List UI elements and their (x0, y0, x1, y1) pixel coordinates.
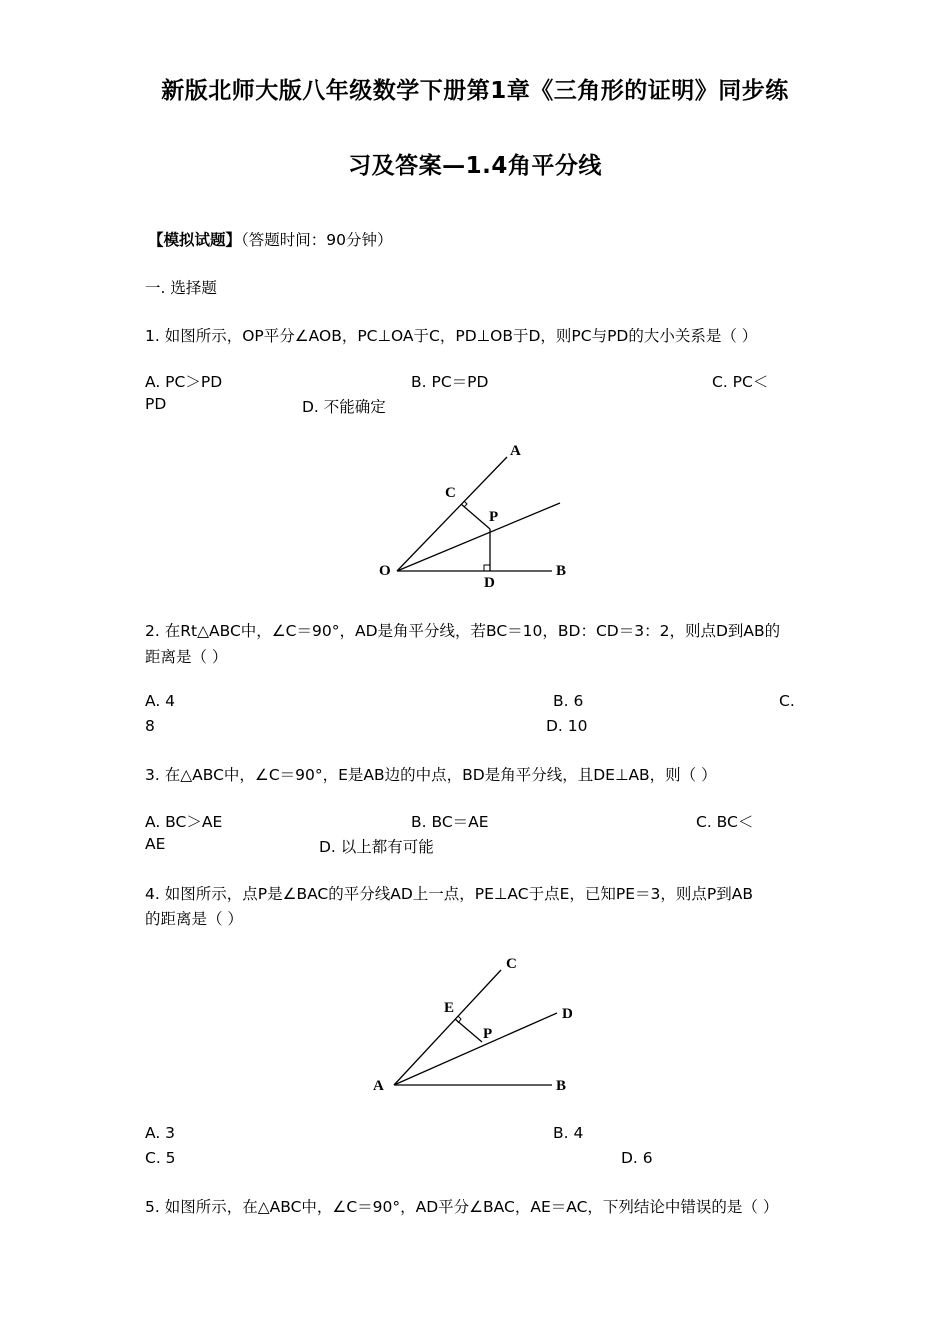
label-d: D (484, 575, 495, 591)
question-2-option-b: B. 6 (553, 692, 584, 710)
label-c: C (445, 485, 456, 501)
question-2-option-c: C. (779, 692, 795, 710)
label-p: P (489, 509, 499, 525)
right-angle-mark-d (484, 565, 490, 571)
label-b: B (556, 1078, 567, 1094)
question-2-text-line-2: 距离是（ ） (145, 648, 228, 666)
question-2-option-c-continued: 8 (145, 717, 155, 735)
question-1-text: 1. 如图所示，OP平分∠AOB，PC⊥OA于C，PD⊥OB于D，则PC与PD的大小关系是（ ） (145, 327, 758, 345)
question-1-option-c: C. PC＜ (712, 373, 769, 391)
question-5-text: 5. 如图所示，在△ABC中，∠C＝90°，AD平分∠BAC，AE＝AC，下列结论中错误的是（ ） (145, 1198, 779, 1216)
label-a: A (373, 1078, 384, 1094)
ray-op-bisector (397, 503, 560, 571)
question-4-text-line-1: 4. 如图所示，点P是∠BAC的平分线AD上一点，PE⊥AC于点E，已知PE＝3，则点P到AB (145, 885, 753, 903)
question-2-option-d: D. 10 (546, 717, 588, 735)
label-a: A (510, 443, 521, 459)
header-label: 【模拟试题】 (148, 231, 242, 249)
question-3-option-c: C. BC＜ (696, 813, 754, 831)
question-1-option-a: A. PC＞PD (145, 373, 223, 391)
document-title-line-1: 新版北师大版八年级数学下册第1章《三角形的证明》同步练 (161, 78, 789, 104)
label-o: O (379, 563, 391, 579)
question-4-option-a: A. 3 (145, 1124, 176, 1142)
segment-pc (461, 504, 490, 529)
segment-pe (455, 1019, 482, 1042)
label-e: E (444, 1000, 455, 1016)
question-4-option-c: C. 5 (145, 1149, 176, 1167)
label-d: D (562, 1006, 573, 1022)
right-angle-mark-e (458, 1016, 461, 1023)
section-heading: 一. 选择题 (145, 279, 217, 297)
document-title-line-2: 习及答案—1.4角平分线 (348, 153, 602, 179)
question-4-option-b: B. 4 (553, 1124, 584, 1142)
question-1-figure (370, 435, 590, 595)
question-3-option-c-continued: AE (145, 835, 166, 853)
question-3-option-b: B. BC＝AE (411, 813, 489, 831)
label-p: P (483, 1026, 493, 1042)
question-1-option-b: B. PC＝PD (411, 373, 489, 391)
question-2-text-line-1: 2. 在Rt△ABC中，∠C＝90°，AD是角平分线，若BC＝10，BD：CD＝3：2，则点D到AB的 (145, 622, 781, 640)
question-2-option-a: A. 4 (145, 692, 176, 710)
question-3-option-d: D. 以上都有可能 (319, 838, 434, 856)
header-time: （答题时间：90分钟） (241, 231, 393, 249)
test-header (148, 228, 393, 250)
question-4-figure (365, 948, 595, 1098)
question-3-text: 3. 在△ABC中，∠C＝90°，E是AB边的中点，BD是角平分线，且DE⊥AB，则（ ） (145, 766, 717, 784)
question-4-option-d: D. 6 (621, 1149, 653, 1167)
label-c: C (506, 956, 517, 972)
question-1-option-d: D. 不能确定 (302, 398, 386, 416)
ray-ad-bisector (394, 1013, 557, 1085)
question-4-text-line-2: 的距离是（ ） (145, 910, 243, 928)
right-angle-mark-c (464, 501, 467, 507)
label-b: B (556, 563, 567, 579)
question-3-option-a: A. BC＞AE (145, 813, 223, 831)
question-1-option-c-continued: PD (145, 395, 167, 413)
